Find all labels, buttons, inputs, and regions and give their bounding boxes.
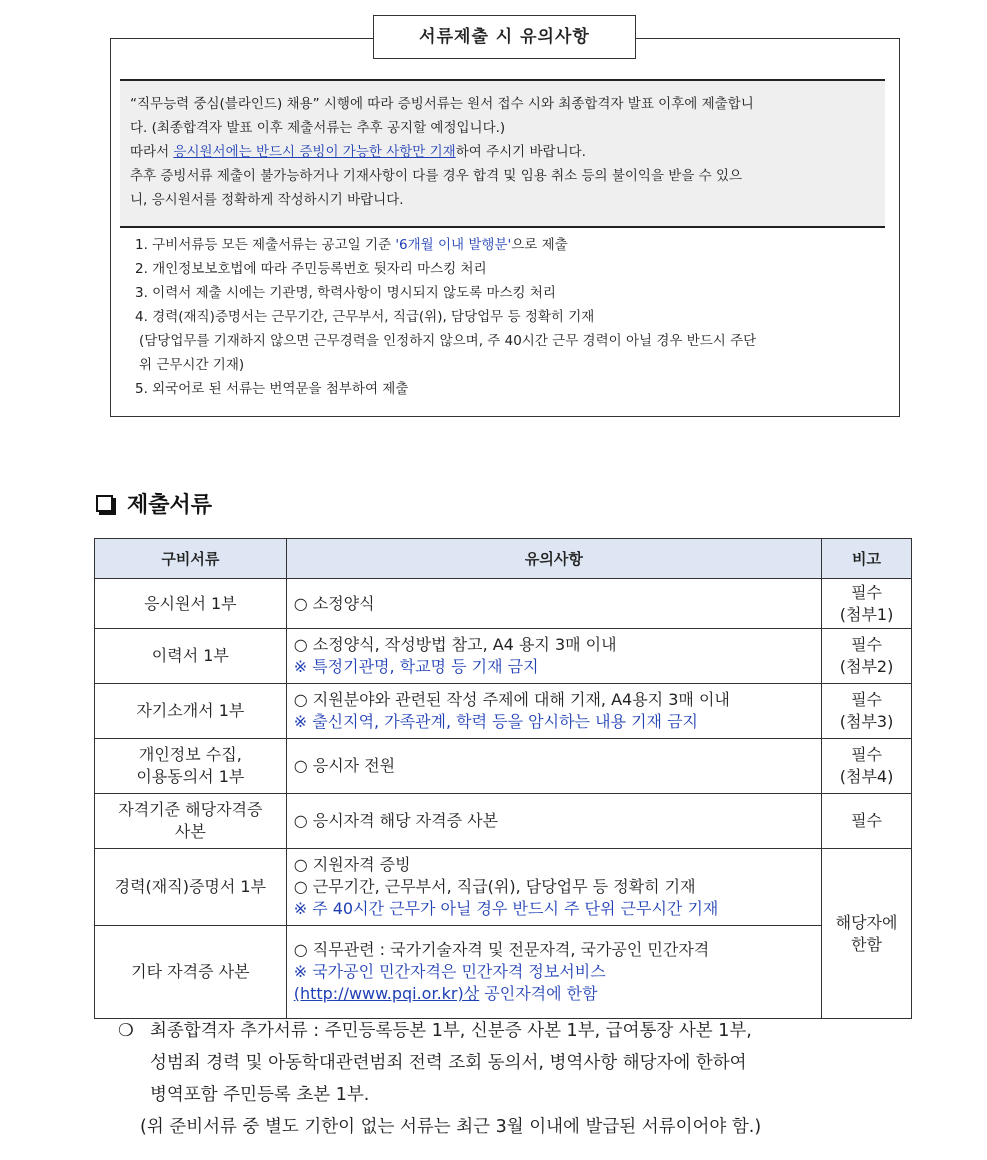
table-row <box>95 926 912 1019</box>
section-heading <box>96 488 212 519</box>
table-row <box>95 794 912 849</box>
document-notes <box>286 579 821 629</box>
notice-text-line <box>130 140 875 164</box>
notice-list <box>135 233 895 401</box>
document-name <box>95 794 287 849</box>
remark <box>822 684 912 739</box>
qualification-link[interactable]: (http://www.pqi.or.kr)상 <box>293 984 480 1003</box>
notice-item <box>135 233 895 257</box>
remark <box>822 849 912 1019</box>
notice-text: 따라서 <box>130 144 174 160</box>
remark-line: (첨부3) <box>839 712 894 731</box>
remark <box>822 579 912 629</box>
note-warning: ※ 출신지역, 가족관계, 학력 등을 암시하는 내용 기재 금지 <box>293 712 699 731</box>
note-line: ○ 직무관련 : 국가기술자격 및 전문자격, 국가공인 민간자격 <box>293 940 710 959</box>
table-row <box>95 849 912 926</box>
note-warning: ※ 국가공인 민간자격은 민간자격 정보서비스 <box>293 962 606 981</box>
table-header-row <box>95 539 912 579</box>
final-line: 성범죄 경력 및 아동학대관련범죄 전력 조회 동의서, 병역사항 해당자에 한하여 <box>150 1053 747 1073</box>
document-notes <box>286 849 821 926</box>
remark-line: (첨부2) <box>839 657 894 676</box>
note-line: ○ 응시자격 해당 자격증 사본 <box>293 811 499 830</box>
remark-line: (첨부1) <box>839 604 894 624</box>
document-notes <box>286 739 821 794</box>
notice-item-sub: 위 근무시간 기재) <box>139 357 245 373</box>
notice-text-line: 추후 증빙서류 제출이 불가능하거나 기재사항이 다를 경우 합격 및 임용 취소 등의 불이익을 받을 수 있으 <box>130 168 743 184</box>
document-name: 경력(재직)증명서 1부 <box>95 849 287 926</box>
remark <box>822 629 912 684</box>
document-name: 기타 자격증 사본 <box>95 926 287 1019</box>
notice-text: 하여 주시기 바랍니다. <box>455 144 586 160</box>
note-warning: ※ 주 40시간 근무가 아닐 경우 반드시 주 단위 근무시간 기재 <box>293 899 719 918</box>
remark-line: 필수 <box>851 745 882 764</box>
document-name-line: 자격기준 해당자격증 <box>118 800 263 819</box>
document-name-line: 사본 <box>174 822 206 841</box>
notice-item-text: 1. 구비서류등 모든 제출서류는 공고일 기준 <box>135 237 396 253</box>
notice-title: 서류제출 시 유의사항 <box>373 15 636 59</box>
note-line: ○ 근무기간, 근무부서, 직급(위), 담당업무 등 정확히 기재 <box>293 877 696 896</box>
note-warning <box>294 983 821 1005</box>
note-line: ○ 지원자격 증빙 <box>293 855 411 874</box>
notice-item: 4. 경력(재직)증명서는 근무기간, 근무부서, 직급(위), 담당업무 등 정확히 기재 <box>135 309 595 325</box>
document-name: 이력서 1부 <box>95 629 287 684</box>
note-line: ○ 소정양식 <box>293 593 375 613</box>
note-warning: ※ 특정기관명, 학교명 등 기재 금지 <box>293 657 539 676</box>
notice-item: 3. 이력서 제출 시에는 기관명, 학력사항이 명시되지 않도록 마스킹 처리 <box>135 285 556 301</box>
document-name-line: 이용동의서 1부 <box>136 767 245 786</box>
column-header: 비고 <box>822 539 912 579</box>
remark-line: 해당자에 <box>835 912 898 932</box>
document-notes <box>286 794 821 849</box>
notice-text-line: 니, 응시원서를 정확하게 작성하시기 바랍니다. <box>130 192 404 208</box>
document-notes <box>286 684 821 739</box>
document-name <box>95 739 287 794</box>
remark <box>822 739 912 794</box>
notice-text-line: “직무능력 중심(블라인드) 채용” 시행에 따라 증빙서류는 원서 접수 시와 최종합격자 발표 이후에 제출합니 <box>130 96 754 112</box>
document-notes <box>286 629 821 684</box>
table-row <box>95 629 912 684</box>
final-text: 최종합격자 추가서류 : 주민등록등본 1부, 신분증 사본 1부, 급여통장 사본 1부, <box>150 1021 752 1041</box>
notice-emphasis: 응시원서에는 반드시 증빙이 가능한 사항만 기재 <box>173 144 456 160</box>
note-line: ○ 소정양식, 작성방법 참고, A4 용지 3매 이내 <box>293 635 617 654</box>
notice-item: 2. 개인정보보호법에 따라 주민등록번호 뒷자리 마스킹 처리 <box>135 261 487 277</box>
final-line <box>118 1015 893 1047</box>
section-title: 제출서류 <box>127 493 213 518</box>
documents-table <box>94 538 912 1019</box>
table-row <box>95 739 912 794</box>
notice-text-line: 다. (최종합격자 발표 이후 제출서류는 추후 공지할 예정입니다.) <box>130 120 506 136</box>
document-name: 응시원서 1부 <box>95 579 287 629</box>
document-name: 자기소개서 1부 <box>95 684 287 739</box>
column-header: 구비서류 <box>95 539 287 579</box>
final-line: 병역포함 주민등록 초본 1부. <box>150 1085 370 1105</box>
circle-bullet-icon: ❍ <box>118 1021 134 1041</box>
remark: 필수 <box>822 794 912 849</box>
checkbox-icon <box>96 495 113 512</box>
notice-highlight-panel <box>120 79 885 228</box>
column-header: 유의사항 <box>286 539 821 579</box>
remark-line: 필수 <box>851 690 882 709</box>
note-line: ○ 응시자 전원 <box>293 756 396 775</box>
document-name-line: 개인정보 수집, <box>138 745 242 764</box>
final-documents-note <box>118 1015 893 1143</box>
notice-item: 5. 외국어로 된 서류는 번역문을 첨부하여 제출 <box>135 381 409 397</box>
table-row <box>95 684 912 739</box>
document-notes <box>286 926 821 1019</box>
remark-line: (첨부4) <box>839 767 894 786</box>
final-line: (위 준비서류 중 별도 기한이 없는 서류는 최근 3월 이내에 발급된 서류이어야 함.) <box>140 1117 762 1137</box>
remark-line: 필수 <box>851 582 882 602</box>
note-line: ○ 지원분야와 관련된 작성 주제에 대해 기재, A4용지 3매 이내 <box>293 690 730 709</box>
note-text: 공인자격에 한함 <box>479 984 598 1003</box>
notice-item-emphasis: '6개월 이내 발행분' <box>395 237 512 253</box>
remark-line: 한함 <box>851 934 882 954</box>
notice-item-sub: (담당업무를 기재하지 않으면 근무경력을 인정하지 않으며, 주 40시간 근무 경력이 아닐 경우 반드시 주단 <box>139 333 757 349</box>
table-row <box>95 579 912 629</box>
notice-item-text: 으로 제출 <box>511 237 568 253</box>
remark-line: 필수 <box>851 635 882 654</box>
